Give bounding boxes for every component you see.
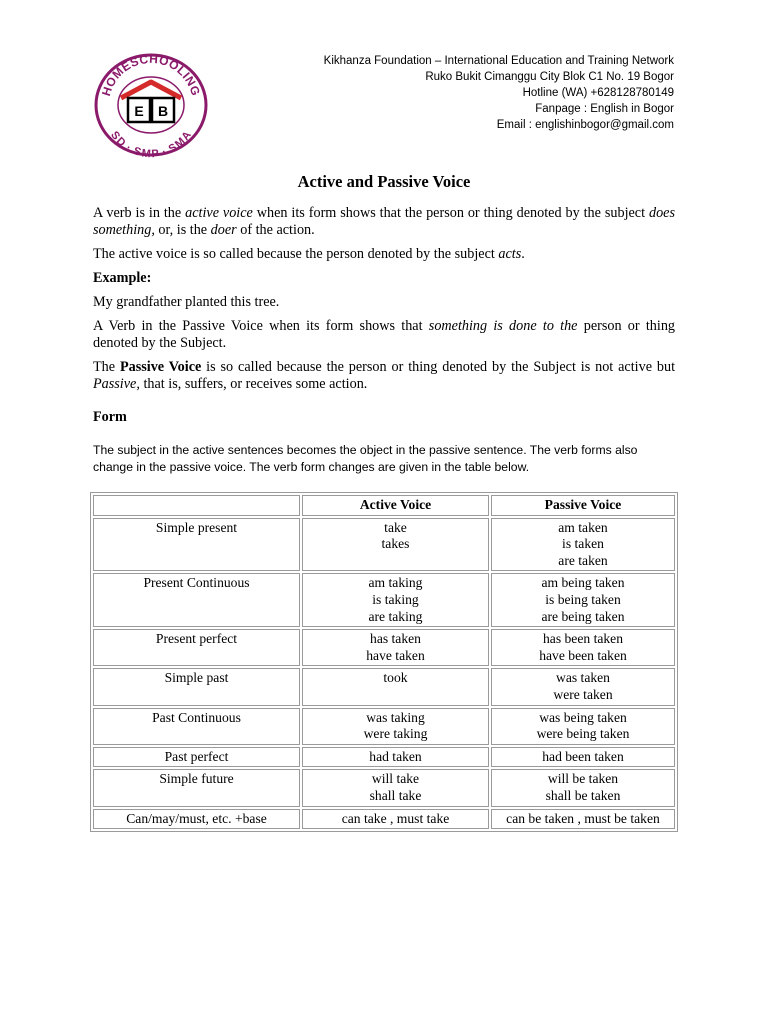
table-row xyxy=(93,769,675,806)
tense-cell: Present perfect xyxy=(93,629,300,666)
text-span: when its form shows that the person or thing denoted by the subject xyxy=(252,205,649,221)
paragraph-active-definition xyxy=(93,205,675,239)
page-title: Active and Passive Voice xyxy=(297,172,471,191)
logo-bottom-text: SD · SMP · SMA xyxy=(108,129,194,158)
header-line-address: Ruko Bukit Cimanggu City Blok C1 No. 19 Bogor xyxy=(425,71,674,83)
active-cell xyxy=(302,747,489,768)
active-form: takes xyxy=(381,536,410,552)
table-row xyxy=(93,573,675,627)
logo-letter-b: B xyxy=(157,103,169,119)
tense-cell: Past perfect xyxy=(93,747,300,768)
text-italic: active voice xyxy=(185,205,253,221)
text-italic: something is done to the xyxy=(428,318,578,334)
active-form: take xyxy=(384,519,407,535)
header-line-foundation: Kikhanza Foundation – International Education and Training Network xyxy=(323,55,674,67)
table-row xyxy=(93,747,675,768)
tense-cell: Past Continuous xyxy=(93,708,300,745)
form-description: The subject in the active sentences becomes the object in the passive sentence. The verb forms also change in the passive voice. The verb form changes are given in the table below. xyxy=(93,443,638,474)
table-row xyxy=(93,809,675,830)
text-italic: acts xyxy=(498,246,522,262)
paragraph-active-explanation xyxy=(93,246,675,263)
passive-form: was being taken xyxy=(539,709,627,725)
active-form: is taking xyxy=(372,591,419,607)
text-span: person or thing denoted by the Subject. xyxy=(93,318,676,351)
active-form: will take xyxy=(371,771,420,787)
text-italic: doer xyxy=(210,222,237,238)
passive-cell xyxy=(491,573,675,627)
header-line-email: Email : englishinbogor@gmail.com xyxy=(496,119,674,131)
active-form: am taking xyxy=(368,575,423,591)
passive-form: am being taken xyxy=(541,575,625,591)
text-span: of the action. xyxy=(236,222,315,238)
passive-cell xyxy=(491,629,675,666)
table-row xyxy=(93,518,675,572)
table-header-tense xyxy=(93,495,300,516)
homeschooling-logo xyxy=(93,52,209,158)
tense-cell: Simple past xyxy=(93,668,300,705)
active-form: were taking xyxy=(363,726,428,742)
passive-cell xyxy=(491,668,675,705)
text-span: The xyxy=(93,359,120,375)
text-span: A verb is in the xyxy=(93,205,186,221)
text-italic: does something, xyxy=(93,205,675,238)
text-bold: Passive Voice xyxy=(119,359,202,375)
text-span: is so called because the person or thing denoted by the Subject is not active but xyxy=(201,359,676,375)
active-cell xyxy=(302,769,489,806)
passive-cell xyxy=(491,747,675,768)
paragraph-passive-explanation xyxy=(93,359,675,393)
active-cell xyxy=(302,809,489,830)
active-cell xyxy=(302,668,489,705)
active-form: took xyxy=(383,670,408,686)
passive-form: is being taken xyxy=(545,591,621,607)
passive-form: had been taken xyxy=(542,748,624,764)
passive-form: have been taken xyxy=(539,647,627,663)
active-cell xyxy=(302,518,489,572)
tense-cell: Simple future xyxy=(93,769,300,806)
tense-cell: Simple present xyxy=(93,518,300,572)
active-cell xyxy=(302,708,489,745)
tense-cell: Can/may/must, etc. +base xyxy=(93,809,300,830)
table-row xyxy=(93,708,675,745)
tense-cell: Present Continuous xyxy=(93,573,300,627)
active-cell xyxy=(302,573,489,627)
passive-form: am taken xyxy=(558,519,608,535)
text-italic: Passive, xyxy=(93,376,140,392)
active-form: can take , must take xyxy=(341,810,450,826)
table-header-row xyxy=(93,495,675,516)
passive-form: was taken xyxy=(556,670,610,686)
table-row xyxy=(93,629,675,666)
passive-cell xyxy=(491,809,675,830)
text-span: or, is the xyxy=(154,222,211,238)
logo-letter-e: E xyxy=(134,103,144,119)
text-span: A Verb in the Passive Voice when its form shows that xyxy=(93,318,429,334)
passive-form: are being taken xyxy=(541,608,625,624)
example-label: Example: xyxy=(93,270,152,286)
header-line-fanpage: Fanpage : English in Bogor xyxy=(535,103,674,115)
text-span: that is, suffers, or receives some action. xyxy=(139,376,368,392)
active-form: has taken xyxy=(370,631,421,647)
logo-top-text: HOMESCHOOLING xyxy=(99,52,203,98)
text-span: The active voice is so called because the person denoted by the subject xyxy=(93,246,499,262)
passive-cell xyxy=(491,769,675,806)
table-header-active: Active Voice xyxy=(302,495,489,516)
table-row xyxy=(93,668,675,705)
table-header-passive: Passive Voice xyxy=(491,495,675,516)
passive-cell xyxy=(491,708,675,745)
header-line-hotline: Hotline (WA) +628128780149 xyxy=(522,87,674,99)
active-form: are taking xyxy=(368,608,423,624)
active-cell xyxy=(302,629,489,666)
passive-form: are taken xyxy=(558,552,608,568)
paragraph-passive-definition xyxy=(93,318,675,352)
active-form: have taken xyxy=(366,647,425,663)
active-form: was taking xyxy=(366,709,425,725)
active-form: shall take xyxy=(369,787,422,803)
header-contact-info xyxy=(324,53,674,133)
active-form: had taken xyxy=(369,748,422,764)
passive-form: will be taken xyxy=(547,771,619,787)
passive-form: has been taken xyxy=(542,631,624,647)
passive-cell xyxy=(491,518,675,572)
example-sentence: My grandfather planted this tree. xyxy=(93,294,280,310)
passive-form: were being taken xyxy=(536,726,630,742)
passive-form: shall be taken xyxy=(545,787,621,803)
text-span: . xyxy=(521,246,525,262)
passive-form: were taken xyxy=(553,686,613,702)
passive-form: can be taken , must be taken xyxy=(506,810,660,826)
document-body xyxy=(93,171,675,832)
form-heading: Form xyxy=(93,409,127,425)
logo-roof xyxy=(121,82,181,98)
passive-form: is taken xyxy=(562,536,604,552)
voice-forms-table xyxy=(90,492,678,832)
